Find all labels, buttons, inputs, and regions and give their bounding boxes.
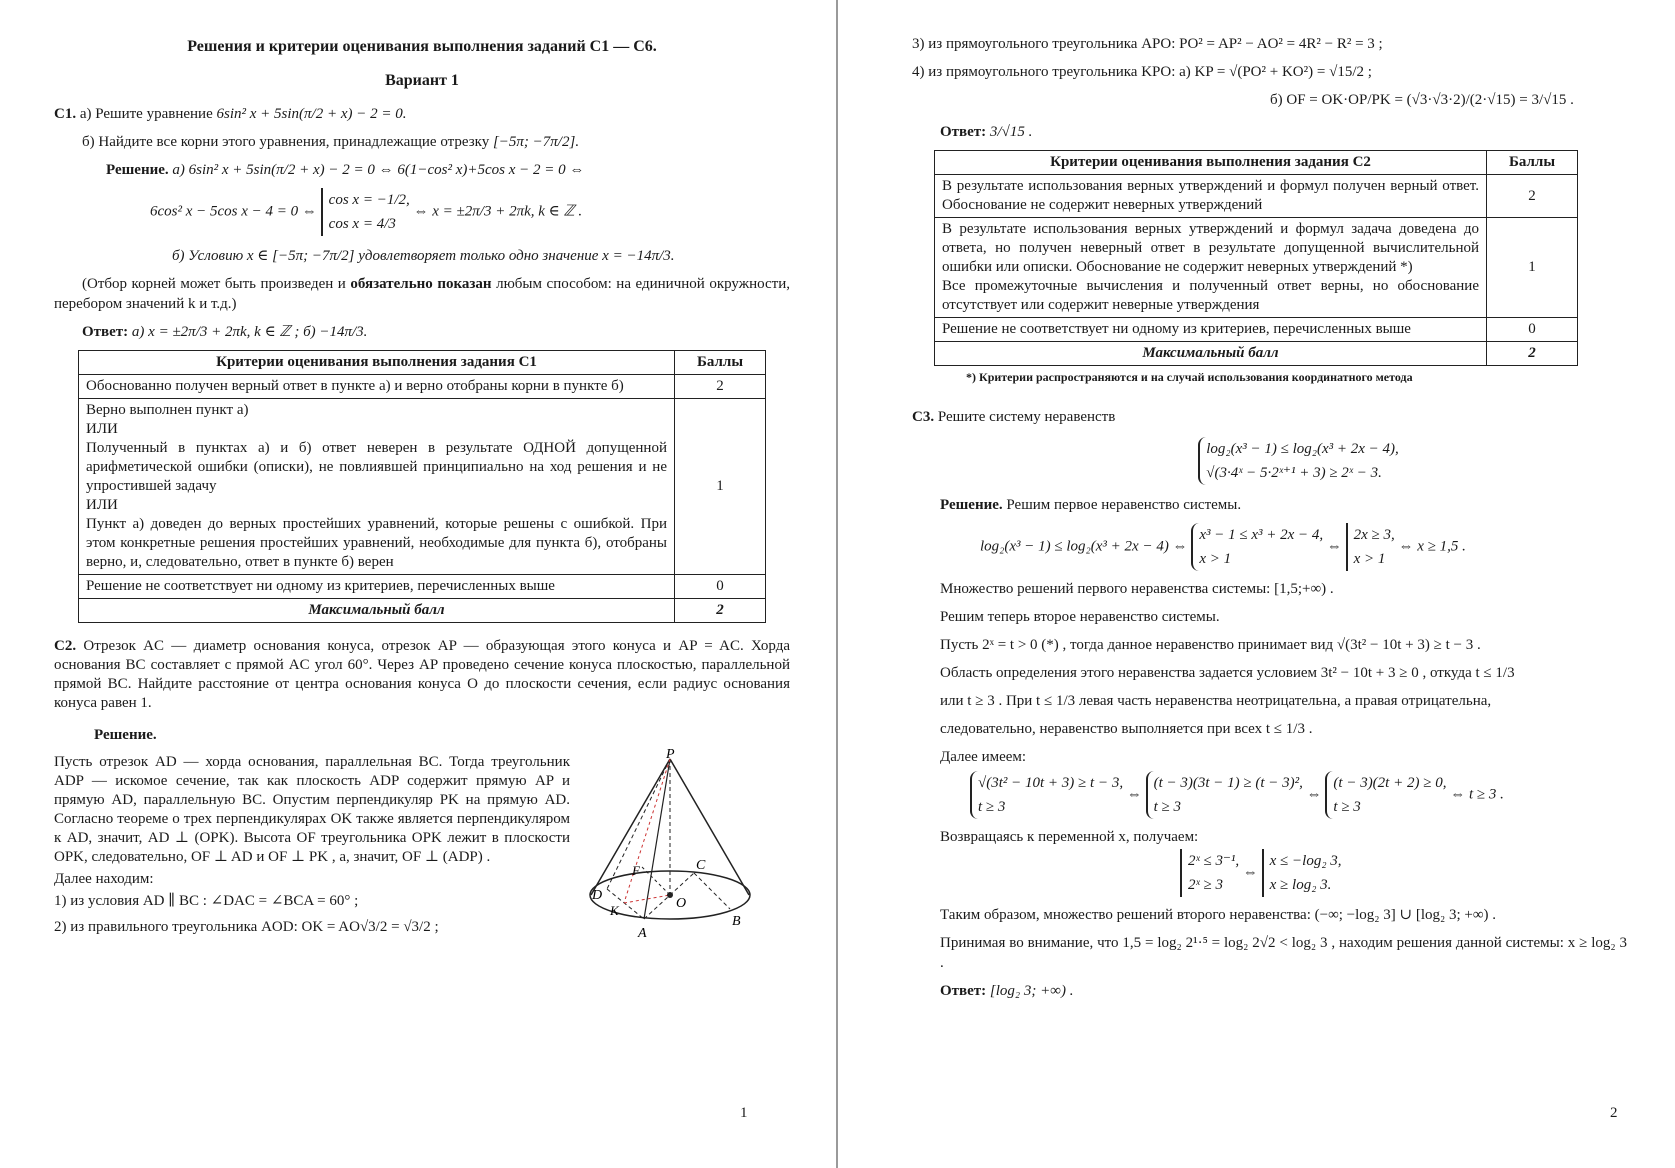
- c1-solution-b-text: б) Условию x ∈ [−5π; −7π/2] удовлетворяет только одно значение x = −14π/3.: [172, 248, 675, 264]
- c3-system: [930, 437, 1627, 485]
- c3-ineq1-arrow: ⇔: [1326, 538, 1342, 555]
- c3-ineq1: [930, 523, 1627, 571]
- cone-line-pk: [624, 759, 670, 903]
- c1-solution-a-system: [54, 188, 790, 236]
- c3-substitution: Пусть 2ˣ = t > 0 (*) , тогда данное неравенство принимает вид √(3t² − 10t + 3) ≥ t − 3 .: [940, 637, 1481, 653]
- label-o: O: [676, 896, 687, 911]
- c3-ineq1-final: ⇔ x ≥ 1,5 .: [1398, 538, 1466, 555]
- table-row: [79, 575, 766, 599]
- c3-domain2: или t ≥ 3 . При t ≤ 1/3 левая часть неравенства неотрицательна, а правая отрицательна,: [940, 693, 1492, 709]
- c1-task-b: [54, 132, 790, 152]
- c3-label: С3.: [912, 409, 935, 425]
- c3-ineq1-text: log₂(x³ − 1) ≤ log₂(x³ + 2x − 4) ⇔: [980, 538, 1188, 555]
- c3-further: Далее имеем:: [940, 749, 1027, 765]
- c3-ret-sys-b: [1262, 849, 1342, 897]
- criteria-header: Критерии оценивания выполнения задания С1: [79, 351, 675, 375]
- c1-cos-system: [321, 188, 410, 236]
- c3-second-intro: Решим теперь второе неравенство системы.: [940, 609, 1220, 625]
- label-a: A: [638, 926, 647, 941]
- variant-heading: Вариант 1: [385, 72, 459, 89]
- label-f: F: [632, 863, 640, 878]
- page-2: [840, 0, 1675, 1168]
- c2-step4a: 4) из прямоугольного треугольника KPO: а) KP = √(PO² + KO²) = √15/2 ;: [912, 64, 1372, 80]
- criteria-text: Пункт а) доведен до верных простейших уравнений, которые решены с ошибкой. При этом конкретные решения простейших уравнений, необходимые для пункта б), отобраны верно, и, следовательно, ответ в пункте б) верен: [86, 516, 667, 570]
- c1-cos-line1: cos x = −1/2,: [328, 192, 410, 208]
- c2-answer-label: Ответ:: [940, 124, 987, 140]
- points-cell: 0: [675, 575, 766, 599]
- criteria-cell: В результате использования верных утверждений и формул получен верный ответ. Обоснование не содержит неверных утверждений: [935, 175, 1487, 218]
- c2-task-text: Отрезок AC — диаметр основания конуса, отрезок AP — образующая этого конуса и AP = AC. Хорда основания BC составляет с прямой AC угол 60°. Через AP проведено сечение конуса плоскостью, параллельной прямой BC. Найдите расстояние от центра основания конуса O до плоскости сечения, если радиус основания конуса равен 1.: [54, 638, 791, 711]
- label-p: P: [666, 749, 675, 762]
- c3-domain3: следовательно, неравенство выполняется при всех t ≤ 1/3 .: [940, 721, 1313, 737]
- c3-ineq1-sys-line2: x > 1: [1199, 551, 1232, 567]
- c2-criteria-table-wrap: [934, 150, 1578, 385]
- c2-criteria-table: [934, 150, 1578, 366]
- c1-solution-a: [54, 160, 790, 180]
- c3-ret-a2: 2ˣ ≥ 3: [1188, 877, 1223, 893]
- c1-solution-label: Решение.: [106, 162, 169, 178]
- criteria-cell: Решение не соответствует ни одному из критериев, перечисленных выше: [935, 318, 1487, 342]
- table-max-row: [79, 599, 766, 623]
- c3-chain-sys-a: [970, 771, 1123, 819]
- table-row: [935, 175, 1578, 218]
- page-number: 2: [1610, 1105, 1618, 1121]
- c1-solution-a-equation: а) 6sin² x + 5sin(π/2 + x) − 2 = 0 ⇔ 6(1−cos² x)+5cos x − 2 = 0 ⇔: [172, 162, 585, 178]
- c1-task-a-text: а) Решите уравнение: [79, 106, 213, 122]
- c1-solution-a-equation2: 6cos² x − 5cos x − 4 = 0 ⇔: [150, 203, 317, 220]
- c3-solution-intro-text: Решим первое неравенство системы.: [1006, 497, 1242, 513]
- criteria-header: Критерии оценивания выполнения задания С2: [935, 151, 1487, 175]
- c2-further: Далее находим:: [54, 871, 154, 887]
- c3-ret-b2: x ≥ log₂ 3.: [1269, 877, 1332, 893]
- c2-step1: 1) из условия AD ∥ BC : ∠DAC = ∠BCA = 60° ;: [54, 893, 359, 909]
- c2-step2: 2) из правильного треугольника AOD: OK = AO√3/2 = √3/2 ;: [54, 919, 439, 935]
- c1-criteria-table-wrap: [78, 350, 766, 623]
- c2-label: С2.: [54, 638, 77, 654]
- c2-answer: [930, 122, 1627, 142]
- c3-solution-label: Решение.: [940, 497, 1003, 513]
- c3-ret-b1: x ≤ −log₂ 3,: [1269, 853, 1342, 869]
- table-header-row: [79, 351, 766, 375]
- c3-chain-c2: t ≥ 3: [1333, 799, 1361, 815]
- c3-solution-intro: [930, 495, 1627, 515]
- criteria-or: ИЛИ: [86, 421, 118, 437]
- c1-task-b-interval: [−5π; −7π/2].: [492, 134, 580, 150]
- label-d: D: [592, 888, 603, 903]
- c1-criteria-table: [78, 350, 766, 623]
- page-divider: [836, 0, 838, 1168]
- c3-ineq1-result-system: [1346, 523, 1395, 571]
- c2-step3: 3) из прямоугольного треугольника APO: PO² = AP² − AO² = 4R² − R² = 3 ;: [912, 36, 1383, 52]
- c3-set2: Таким образом, множество решений второго неравенства: (−∞; −log₂ 3] ∪ [log₂ 3; +∞) .: [940, 907, 1497, 923]
- c3-domain: Область определения этого неравенства задается условием 3t² − 10t + 3 ≥ 0 , откуда t ≤ 1/3: [940, 665, 1515, 681]
- criteria-text: Все промежуточные вычисления и полученный ответ верны, но обоснование отсутствует или содержит неверные утверждения: [942, 278, 1479, 313]
- c3-system-brace: [1198, 437, 1399, 485]
- c3-chain-a2: t ≥ 3: [978, 799, 1006, 815]
- criteria-text: В результате использования верных утверждений и формул задача доведена до ответа, но получен неверный ответ в результате допущенной вычислительной ошибки или описки. Обоснование не содержит неверных утверждений *): [942, 221, 1479, 275]
- c1-task-a: [54, 104, 790, 124]
- c1-solution-b: [54, 246, 790, 266]
- chord-bc: [694, 873, 730, 909]
- max-points: 2: [675, 599, 766, 623]
- c1-note-post: любым способом: на единичной окружности, перебором значений k и т.д.): [54, 276, 790, 312]
- c3-ineq1-res-line1: 2x ≥ 3,: [1353, 527, 1395, 543]
- c1-answer-text: а) x = ±2π/3 + 2πk, k ∈ ℤ ; б) −14π/3.: [131, 324, 368, 340]
- criteria-cell: Решение не соответствует ни одному из критериев, перечисленных выше: [79, 575, 675, 599]
- c3-ineq1-sys-line1: x³ − 1 ≤ x³ + 2x − 4,: [1199, 527, 1324, 543]
- c3-answer: [930, 981, 1627, 1001]
- c3-ineq1-system: [1191, 523, 1323, 571]
- c1-label: С1.: [54, 106, 77, 122]
- c3-chain: [930, 771, 1627, 819]
- c1-note-pre: (Отбор корней может быть произведен и: [82, 276, 351, 292]
- criteria-text: Полученный в пунктах а) и б) ответ неверен в результате ОДНОЙ допущенной арифметической ошибки (описки), не повлиявшей принципиально на ход решения и не упростившей задачу: [86, 440, 667, 494]
- label-c: C: [696, 858, 706, 873]
- c3-ret-sys-a: [1180, 849, 1239, 897]
- points-cell: 2: [675, 375, 766, 399]
- table-row: [935, 318, 1578, 342]
- table-row: [79, 375, 766, 399]
- points-header: Баллы: [675, 351, 766, 375]
- c2-solution-label: Решение.: [94, 727, 157, 743]
- c1-note-bold: обязательно показан: [350, 276, 492, 292]
- points-cell: 2: [1487, 175, 1578, 218]
- c3-chain-b2: t ≥ 3: [1153, 799, 1181, 815]
- c3-chain-c1: (t − 3)(2t + 2) ≥ 0,: [1333, 775, 1447, 791]
- c3-task-text: Решите систему неравенств: [937, 409, 1116, 425]
- criteria-cell: Обоснованно получен верный ответ в пункте а) и верно отобраны корни в пункте б): [79, 375, 675, 399]
- table-max-row: [935, 342, 1578, 366]
- c1-cos-line2: cos x = 4/3: [328, 216, 396, 232]
- cone-figure: [582, 749, 762, 949]
- c2-footnote: *) Критерии распространяются и на случай использования координатного метода: [966, 370, 1413, 384]
- c3-ret-a1: 2ˣ ≤ 3⁻¹,: [1188, 853, 1240, 869]
- c1-note: [54, 274, 790, 314]
- page-number: 1: [740, 1105, 748, 1121]
- table-header-row: [935, 151, 1578, 175]
- c2-task: [54, 637, 790, 713]
- c3-chain-a1: √(3t² − 10t + 3) ≥ t − 3,: [978, 775, 1124, 791]
- c3-chain-sys-c: [1325, 771, 1446, 819]
- c3-set1: Множество решений первого неравенства системы: [1,5;+∞) .: [940, 581, 1334, 597]
- c3-return-systems: [930, 849, 1627, 897]
- c3-chain-arrow2: ⇔: [1306, 786, 1322, 803]
- document-title: Решения и критерии оценивания выполнения заданий С1 — С6.: [187, 38, 657, 55]
- points-header: Баллы: [1487, 151, 1578, 175]
- max-label: Максимальный балл: [935, 342, 1487, 366]
- c1-solution-a-result: ⇔ x = ±2π/3 + 2πk, k ∈ ℤ .: [413, 203, 583, 220]
- criteria-cell: [79, 399, 675, 575]
- points-cell: 1: [675, 399, 766, 575]
- criteria-or: ИЛИ: [86, 497, 118, 513]
- c3-sys-line1: log₂(x³ − 1) ≤ log₂(x³ + 2x − 4),: [1206, 441, 1399, 457]
- c1-task-a-equation: 6sin² x + 5sin(π/2 + x) − 2 = 0.: [216, 106, 407, 122]
- c2-solution-text: Пусть отрезок AD — хорда основания, параллельная BC. Тогда треугольник ADP — искомое сечение, так как плоскость ADP содержит прямую AP и прямую AD, параллельную BC. Опустим перпендикуляр PK на прямую AD. Согласно теореме о трех перпендикулярах OK также является перпендикуляром к AD, значит, AD ⊥ (OPK). Высота OF треугольника OPK лежит в плоскости OPK, следовательно, OF ⊥ AD и OF ⊥ PK , а, значит, OF ⊥ (ADP) .: [54, 754, 570, 865]
- criteria-cell: [935, 218, 1487, 318]
- c3-ineq1-res-line2: x > 1: [1353, 551, 1386, 567]
- c1-answer-label: Ответ:: [82, 324, 129, 340]
- c3-answer-label: Ответ:: [940, 983, 987, 999]
- point-o: [667, 892, 673, 898]
- c3-answer-text: [log₂ 3; +∞) .: [989, 983, 1074, 999]
- c3-ret-arrow: ⇔: [1242, 864, 1258, 881]
- cone-generatrix-ap: [644, 759, 670, 919]
- c2-answer-text: 3/√15 .: [989, 124, 1033, 140]
- points-cell: 0: [1487, 318, 1578, 342]
- c3-return-x: Возвращаясь к переменной x, получаем:: [940, 829, 1199, 845]
- c1-task-b-text: б) Найдите все корни этого уравнения, принадлежащие отрезку: [82, 134, 490, 150]
- c2-step4b: б) OF = OK·OP/PK = (√3·√3·2)/(2·√15) = 3/√15 .: [1270, 92, 1574, 108]
- c3-sys-line2: √(3·4ˣ − 5·2ˣ⁺¹ + 3) ≥ 2ˣ − 3.: [1206, 465, 1382, 481]
- c3-chain-sys-b: [1146, 771, 1303, 819]
- max-points: 2: [1487, 342, 1578, 366]
- c3-chain-final: ⇔ t ≥ 3 .: [1450, 786, 1504, 803]
- table-row: [79, 399, 766, 575]
- points-cell: 1: [1487, 218, 1578, 318]
- max-label: Максимальный балл: [79, 599, 675, 623]
- label-k: K: [610, 903, 619, 918]
- criteria-text: Верно выполнен пункт а): [86, 402, 249, 418]
- c3-chain-b1: (t − 3)(3t − 1) ≥ (t − 3)²,: [1153, 775, 1303, 791]
- c2-solution-block: [54, 749, 790, 963]
- c1-answer: [54, 322, 790, 342]
- c3-chain-arrow1: ⇔: [1126, 786, 1142, 803]
- c3-task: [912, 407, 1627, 427]
- label-b: B: [732, 914, 741, 929]
- c3-compare: Принимая во внимание, что 1,5 = log₂ 2¹·⁵ = log₂ 2√2 < log₂ 3 , находим решения данной системы: x ≥ log₂ 3 .: [940, 935, 1627, 971]
- table-row: [935, 218, 1578, 318]
